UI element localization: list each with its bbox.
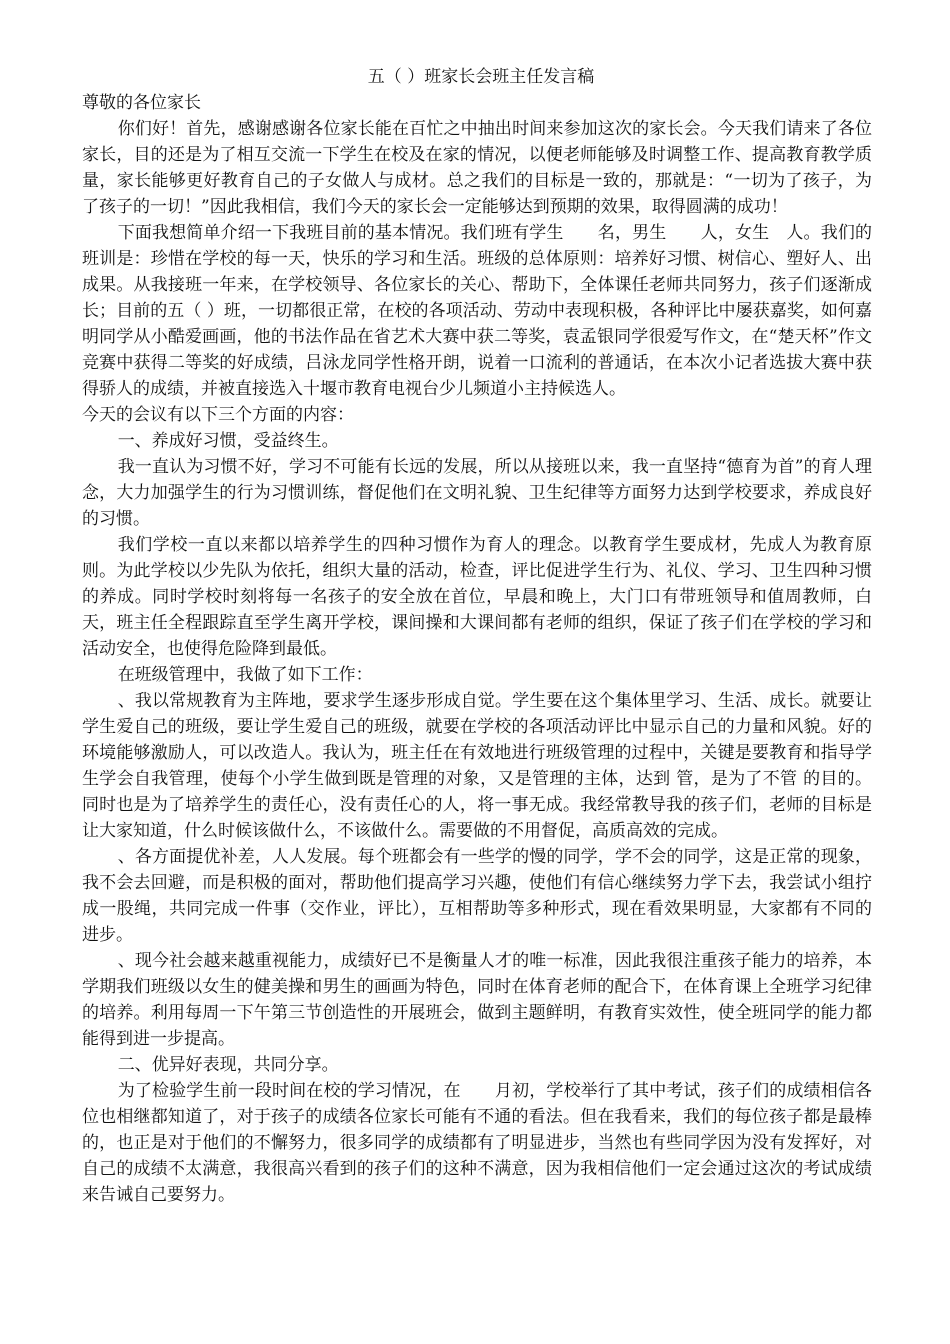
- document-title: 五（ ）班家长会班主任发言稿: [367, 67, 595, 87]
- paragraph-class-overview: 下面我想简单介绍一下我班目前的基本情况。我们班有学生 名，男生 人，女生 人。我们的班训是：珍惜在学校的每一天，快乐的学习和生活。班级的总体原则：培养好习惯、树信心、塑好人、出成果。从我接班一年来，在学校领导、各位家长的关心、帮助下，全体课任老师共同努力，孩子们逐渐成长；目前的五（ ）班，一切都很正常，在校的各项活动、劳动中表现积极，各种评比中屡获嘉奖，如何嘉明同学从小酷爱画画，他的书法作品在省艺术大赛中获二等奖，袁孟银同学很爱写作文，在“楚天杯”作文竞赛中获得二等奖的好成绩，吕泳龙同学性格开朗，说着一口流利的普通话，在本次小记者选拔大赛中获得骄人的成绩，并被直接选入十堰市教育电视台少儿频道小主持候选人。: [82, 223, 872, 399]
- paragraph-item-ability: 、现今社会越来越重视能力，成绩好已不是衡量人才的唯一标准，因此我很注重孩子能力的培养，本学期我们班级以女生的健美操和男生的画画为特色，同时在体育老师的配合下，在体育课上全班学习纪律的培养。利用每周一下午第三节创造性的开展班会，做到主题鲜明，有教育实效性，使全班同学的能力都能得到进一步提高。: [82, 951, 872, 1049]
- paragraph-class-management: 在班级管理中，我做了如下工作：: [117, 665, 373, 685]
- section-heading-1: 一、养成好习惯，受益终生。: [117, 431, 339, 451]
- salutation: 尊敬的各位家长: [82, 93, 201, 113]
- paragraph-school-habits: 我们学校一直以来都以培养学生的四种习惯作为育人的理念。以教育学生要成材，先成人为教育原则。为此学校以少先队为依托，组织大量的活动，检查，评比促进学生行为、礼仪、学习、卫生四种习惯的养成。同时学校时刻将每一名孩子的安全放在首位，早晨和晚上，大门口有带班领导和值周教师，白天，班主任全程跟踪直至学生离开学校，课间操和大课间都有老师的组织，保证了孩子们在学校的学习和活动安全，也使得危险降到最低。: [82, 535, 872, 659]
- paragraph-item-improvement: 、各方面提优补差，人人发展。每个班都会有一些学的慢的同学，学不会的同学，这是正常的现象，我不会去回避，而是积极的面对，帮助他们提高学习兴趣，使他们有信心继续努力学下去，我尝试小组拧成一股绳，共同完成一件事（交作业，评比），互相帮助等多种形式，现在看效果明显，大家都有不同的进步。: [82, 847, 872, 945]
- paragraph-greeting: 你们好！首先，感谢感谢各位家长能在百忙之中抽出时间来参加这次的家长会。今天我们请来了各位家长，目的还是为了相互交流一下学生在校及在家的情况，以便老师能够及时调整工作、提高教育教学质量，家长能够更好教育自己的子女做人与成材。总之我们的目标是一致的，那就是：“一切为了孩子，为了孩子的一切！”因此我相信，我们今天的家长会一定能够达到预期的效果，取得圆满的成功！: [82, 119, 872, 217]
- paragraph-habits: 我一直认为习惯不好，学习不可能有长远的发展，所以从接班以来，我一直坚持“德育为首”的育人理念，大力加强学生的行为习惯训练，督促他们在文明礼貌、卫生纪律等方面努力达到学校要求，养成良好的习惯。: [82, 457, 872, 529]
- paragraph-exam: 为了检验学生前一段时间在校的学习情况，在 月初，学校举行了其中考试，孩子们的成绩相信各位也相继都知道了，对于孩子的成绩各位家长可能有不通的看法。但在我看来，我们的每位孩子都是最棒的，也正是对于他们的不懈努力，很多同学的成绩都有了明显进步，当然也有些同学因为没有发挥好，对自己的成绩不太满意，我很高兴看到的孩子们的这种不满意，因为我相信他们一定会通过这次的考试成绩来告诫自己要努力。: [82, 1081, 872, 1205]
- paragraph-agenda: 今天的会议有以下三个方面的内容：: [82, 405, 354, 425]
- section-heading-2: 二、优异好表现，共同分享。: [117, 1055, 339, 1075]
- paragraph-item-routine: 、我以常规教育为主阵地，要求学生逐步形成自觉。学生要在这个集体里学习、生活、成长。就要让学生爱自己的班级，要让学生爱自己的班级，就要在学校的各项活动评比中显示自己的力量和风貌。好的环境能够激励人，可以改造人。我认为，班主任在有效地进行班级管理的过程中，关键是要教育和指导学生学会自我管理，使每个小学生做到既是管理的对象，又是管理的主体，达到 管，是为了不管 的目的。同时也是为了培养学生的责任心，没有责任心的人，将一事无成。我经常教导我的孩子们，老师的目标是让大家知道，什么时候该做什么，不该做什么。需要做的不用督促，高质高效的完成。: [82, 691, 872, 841]
